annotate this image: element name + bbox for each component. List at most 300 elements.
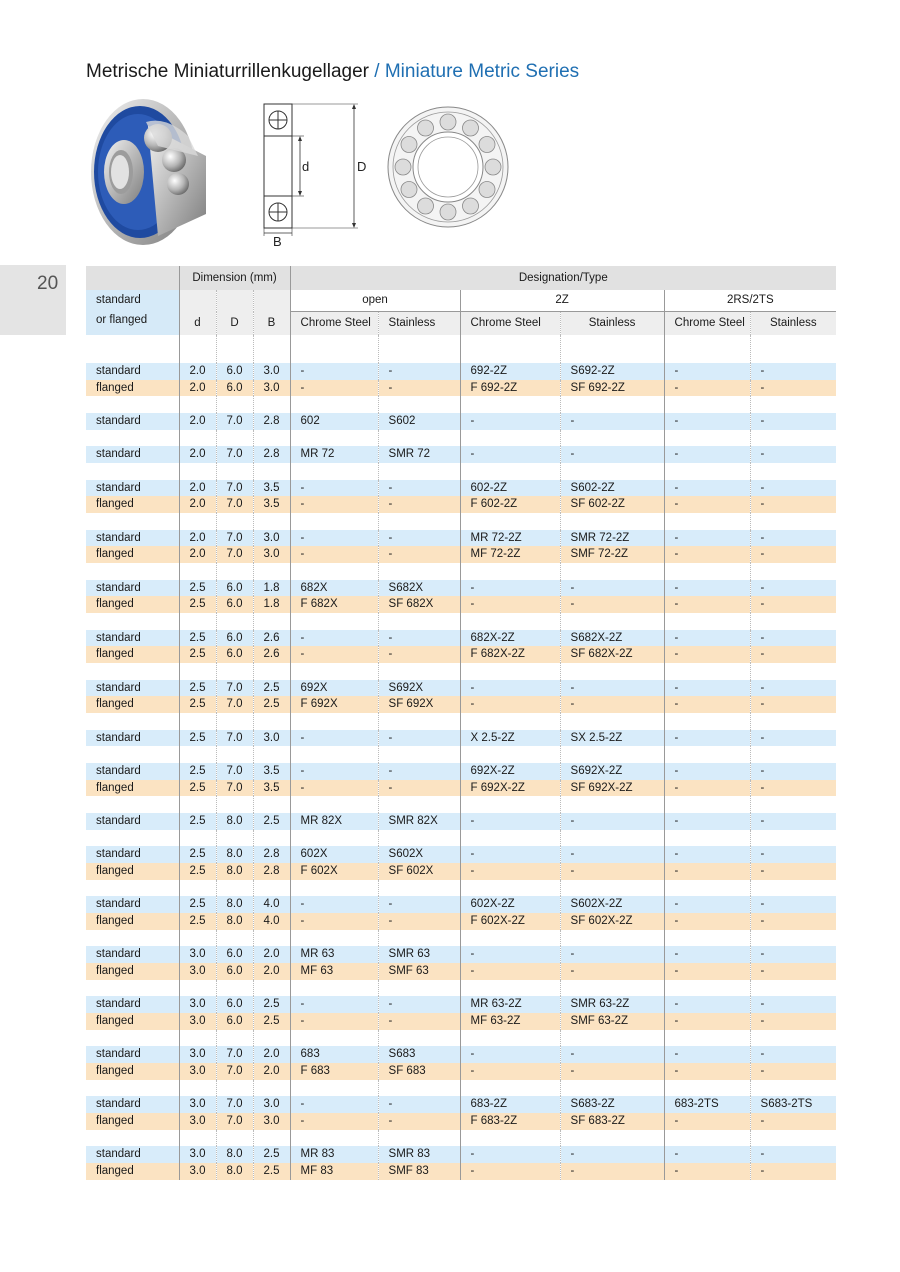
table-cell: SMR 63 <box>378 946 460 963</box>
table-cell: - <box>750 946 836 963</box>
table-cell: MR 72-2Z <box>460 530 560 547</box>
table-cell: - <box>560 696 664 713</box>
table-cell: - <box>290 896 378 913</box>
bearing-spec-table <box>86 266 836 1180</box>
table-cell: 2.0 <box>179 530 216 547</box>
table-cell: SF 683-2Z <box>560 1113 664 1130</box>
table-row <box>86 496 836 513</box>
table-cell: - <box>664 1046 750 1063</box>
table-cell: standard <box>86 630 179 647</box>
table-cell: 2.5 <box>179 896 216 913</box>
table-cell: SMF 72-2Z <box>560 546 664 563</box>
table-cell: - <box>560 446 664 463</box>
table-cell: - <box>460 680 560 697</box>
table-row <box>86 1096 836 1113</box>
header-type-line1: standard <box>86 290 179 312</box>
table-cell: 7.0 <box>216 446 253 463</box>
table-cell: MF 63-2Z <box>460 1013 560 1030</box>
table-row <box>86 1013 836 1030</box>
table-cell: SF 602X <box>378 863 460 880</box>
table-cell: - <box>664 1163 750 1180</box>
table-cell: MR 82X <box>290 813 378 830</box>
table-cell: SMR 63-2Z <box>560 996 664 1013</box>
table-cell: - <box>750 813 836 830</box>
table-cell: - <box>460 1046 560 1063</box>
table-cell: 2.0 <box>253 946 290 963</box>
table-cell: 692X <box>290 680 378 697</box>
table-cell: standard <box>86 413 179 430</box>
table-row <box>86 896 836 913</box>
table-cell: S602X <box>378 846 460 863</box>
table-cell: - <box>460 596 560 613</box>
table-cell: - <box>560 413 664 430</box>
table-cell: - <box>664 763 750 780</box>
table-cell: 3.0 <box>179 1113 216 1130</box>
title-german: Metrische Miniaturrillenkugellager <box>86 61 370 82</box>
table-cell: F 682X-2Z <box>460 646 560 663</box>
table-cell: MF 72-2Z <box>460 546 560 563</box>
table-cell: 6.0 <box>216 1013 253 1030</box>
table-cell: - <box>664 780 750 797</box>
table-cell: standard <box>86 1046 179 1063</box>
table-cell: SF 682X <box>378 596 460 613</box>
table-cell: F 683 <box>290 1063 378 1080</box>
table-cell: 3.0 <box>179 996 216 1013</box>
table-cell: S602-2Z <box>560 480 664 497</box>
table-cell: MR 72 <box>290 446 378 463</box>
table-cell: 2.8 <box>253 863 290 880</box>
table-cell: - <box>378 646 460 663</box>
table-cell: - <box>378 996 460 1013</box>
spacer-row <box>86 796 836 813</box>
table-cell: S682X-2Z <box>560 630 664 647</box>
table-cell: SF 683 <box>378 1063 460 1080</box>
table-cell: 2.5 <box>253 1146 290 1163</box>
table-cell: F 602X-2Z <box>460 913 560 930</box>
table-cell: 2.0 <box>179 446 216 463</box>
table-cell: - <box>560 813 664 830</box>
table-cell: MF 63 <box>290 963 378 980</box>
table-cell: 3.0 <box>253 546 290 563</box>
table-cell: - <box>664 580 750 597</box>
table-cell: - <box>664 863 750 880</box>
table-cell: - <box>664 446 750 463</box>
table-cell: 8.0 <box>216 863 253 880</box>
table-cell: 692-2Z <box>460 363 560 380</box>
table-cell: - <box>290 530 378 547</box>
table-cell: 6.0 <box>216 996 253 1013</box>
table-cell: 7.0 <box>216 1063 253 1080</box>
table-cell: - <box>560 1163 664 1180</box>
table-cell: - <box>664 596 750 613</box>
header-row-1 <box>86 266 836 290</box>
table-cell: - <box>750 1046 836 1063</box>
table-cell: 2.0 <box>179 363 216 380</box>
table-cell: - <box>560 580 664 597</box>
table-cell: 602 <box>290 413 378 430</box>
table-cell: - <box>378 913 460 930</box>
table-cell: 1.8 <box>253 580 290 597</box>
table-cell: SMF 63 <box>378 963 460 980</box>
table-cell: 3.0 <box>179 1046 216 1063</box>
table-cell: 2.0 <box>179 546 216 563</box>
table-row <box>86 1146 836 1163</box>
diagram-label-D: D <box>357 159 367 174</box>
table-cell: 7.0 <box>216 763 253 780</box>
table-cell: 2.0 <box>253 1063 290 1080</box>
table-cell: - <box>750 680 836 697</box>
table-cell: S692X <box>378 680 460 697</box>
table-cell: - <box>664 946 750 963</box>
table-cell: 683-2TS <box>664 1096 750 1113</box>
bearing-photo-icon <box>88 96 210 248</box>
header-B: B <box>253 312 290 336</box>
table-cell: - <box>664 696 750 713</box>
table-cell: 3.0 <box>179 1146 216 1163</box>
table-cell: 7.0 <box>216 730 253 747</box>
table-cell: - <box>750 596 836 613</box>
table-cell: - <box>750 913 836 930</box>
table-cell: standard <box>86 996 179 1013</box>
table-cell: - <box>290 1013 378 1030</box>
table-cell: 8.0 <box>216 896 253 913</box>
table-row <box>86 1113 836 1130</box>
table-cell: 6.0 <box>216 380 253 397</box>
table-cell: 3.0 <box>179 1096 216 1113</box>
table-row <box>86 1063 836 1080</box>
table-cell: 6.0 <box>216 963 253 980</box>
table-cell: - <box>664 896 750 913</box>
table-cell: - <box>664 546 750 563</box>
table-cell: 2.6 <box>253 630 290 647</box>
table-cell: standard <box>86 846 179 863</box>
table-cell: 7.0 <box>216 546 253 563</box>
table-cell: 7.0 <box>216 496 253 513</box>
table-cell: - <box>750 863 836 880</box>
table-cell: 2.5 <box>253 1163 290 1180</box>
table-cell: 2.8 <box>253 846 290 863</box>
table-cell: 7.0 <box>216 696 253 713</box>
table-cell: - <box>460 1146 560 1163</box>
table-cell: 3.0 <box>179 1013 216 1030</box>
table-cell: flanged <box>86 1163 179 1180</box>
table-row <box>86 813 836 830</box>
cage-ring-icon <box>384 103 512 231</box>
table-cell: standard <box>86 680 179 697</box>
table-cell: 2.5 <box>179 646 216 663</box>
table-cell: - <box>290 496 378 513</box>
header-open: open <box>290 290 460 312</box>
table-cell: F 692-2Z <box>460 380 560 397</box>
table-cell: - <box>378 730 460 747</box>
table-cell: - <box>378 380 460 397</box>
spacer-row <box>86 613 836 630</box>
table-row <box>86 646 836 663</box>
table-cell: S683-2Z <box>560 1096 664 1113</box>
spacer-row <box>86 930 836 947</box>
table-cell: standard <box>86 1146 179 1163</box>
header-2z: 2Z <box>460 290 664 312</box>
table-cell: - <box>560 963 664 980</box>
table-cell: - <box>664 996 750 1013</box>
table-cell: SF 602X-2Z <box>560 913 664 930</box>
table-cell: - <box>664 963 750 980</box>
table-cell: - <box>750 446 836 463</box>
table-row <box>86 363 836 380</box>
table-cell: - <box>560 846 664 863</box>
table-cell: standard <box>86 580 179 597</box>
table-cell: - <box>664 363 750 380</box>
table-row <box>86 413 836 430</box>
table-cell: - <box>290 646 378 663</box>
table-cell: S683-2TS <box>750 1096 836 1113</box>
spacer-row <box>86 396 836 413</box>
spacer-row <box>86 880 836 897</box>
table-cell: SMR 72 <box>378 446 460 463</box>
spacer-row <box>86 335 836 363</box>
table-cell: flanged <box>86 546 179 563</box>
table-cell: S692-2Z <box>560 363 664 380</box>
table-cell: 682X-2Z <box>460 630 560 647</box>
table-cell: 7.0 <box>216 780 253 797</box>
table-cell: flanged <box>86 1113 179 1130</box>
header-2rs: 2RS/2TS <box>664 290 836 312</box>
table-cell: - <box>664 1063 750 1080</box>
table-cell: - <box>460 963 560 980</box>
table-cell: flanged <box>86 780 179 797</box>
table-cell: - <box>378 1113 460 1130</box>
table-cell: 2.5 <box>179 596 216 613</box>
table-cell: 602X <box>290 846 378 863</box>
header-dimension: Dimension (mm) <box>179 266 290 290</box>
table-cell: - <box>290 363 378 380</box>
table-cell: 7.0 <box>216 1096 253 1113</box>
table-row <box>86 546 836 563</box>
spacer-row <box>86 746 836 763</box>
page-title <box>86 61 579 83</box>
table-cell: - <box>378 780 460 797</box>
table-cell: 6.0 <box>216 646 253 663</box>
table-cell: 3.0 <box>253 1113 290 1130</box>
table-cell: SF 692X <box>378 696 460 713</box>
table-cell: 2.5 <box>179 863 216 880</box>
table-cell: - <box>750 996 836 1013</box>
table-cell: 2.5 <box>179 680 216 697</box>
header-row-3 <box>86 312 836 336</box>
table-row <box>86 596 836 613</box>
table-cell: 4.0 <box>253 896 290 913</box>
table-cell: - <box>560 863 664 880</box>
table-cell: - <box>750 646 836 663</box>
table-cell: - <box>460 946 560 963</box>
spacer-row <box>86 1130 836 1147</box>
table-cell: - <box>750 730 836 747</box>
table-cell: 7.0 <box>216 1113 253 1130</box>
table-cell: 3.0 <box>253 380 290 397</box>
table-cell: standard <box>86 446 179 463</box>
table-cell: - <box>560 1046 664 1063</box>
table-cell: 2.5 <box>253 1013 290 1030</box>
table-cell: 2.0 <box>253 963 290 980</box>
table-cell: SX 2.5-2Z <box>560 730 664 747</box>
table-cell: - <box>664 813 750 830</box>
table-cell: 2.0 <box>179 496 216 513</box>
table-cell: flanged <box>86 596 179 613</box>
table-cell: 3.0 <box>179 1163 216 1180</box>
table-cell: 2.5 <box>253 996 290 1013</box>
table-cell: - <box>750 696 836 713</box>
table-cell: - <box>378 896 460 913</box>
table-cell: 2.5 <box>179 813 216 830</box>
table-cell: - <box>664 496 750 513</box>
table-cell: standard <box>86 763 179 780</box>
spacer-row <box>86 1080 836 1097</box>
table-cell: 602X-2Z <box>460 896 560 913</box>
table-cell: 7.0 <box>216 413 253 430</box>
table-cell: 2.6 <box>253 646 290 663</box>
table-cell: 2.8 <box>253 413 290 430</box>
spacer-row <box>86 463 836 480</box>
table-cell: - <box>664 380 750 397</box>
dimension-diagram <box>258 100 370 250</box>
spacer-row <box>86 663 836 680</box>
table-cell: - <box>290 780 378 797</box>
table-cell: standard <box>86 813 179 830</box>
table-row <box>86 730 836 747</box>
table-cell: SF 692X-2Z <box>560 780 664 797</box>
spacer-row <box>86 1030 836 1047</box>
table-cell: standard <box>86 530 179 547</box>
table-row <box>86 913 836 930</box>
table-cell: SF 692-2Z <box>560 380 664 397</box>
table-cell: 8.0 <box>216 813 253 830</box>
table-cell: - <box>750 1163 836 1180</box>
table-cell: 2.5 <box>179 696 216 713</box>
table-row <box>86 580 836 597</box>
table-cell: 3.0 <box>179 1063 216 1080</box>
header-2rs-stainless: Stainless <box>750 312 836 336</box>
table-cell: SMR 82X <box>378 813 460 830</box>
table-cell: 8.0 <box>216 1146 253 1163</box>
table-cell: 7.0 <box>216 680 253 697</box>
table-cell: - <box>664 413 750 430</box>
table-cell: SF 602-2Z <box>560 496 664 513</box>
table-cell: - <box>460 813 560 830</box>
table-cell: flanged <box>86 646 179 663</box>
table-cell: standard <box>86 363 179 380</box>
table-body <box>86 335 836 1180</box>
table-cell: - <box>750 496 836 513</box>
table-cell: MF 83 <box>290 1163 378 1180</box>
table-cell: flanged <box>86 1063 179 1080</box>
table-cell: flanged <box>86 863 179 880</box>
table-cell: - <box>750 546 836 563</box>
table-cell: 3.0 <box>253 1096 290 1113</box>
table-cell: - <box>460 846 560 863</box>
table-cell: - <box>750 846 836 863</box>
table-cell: 2.5 <box>179 780 216 797</box>
table-cell: 1.8 <box>253 596 290 613</box>
table-cell: 6.0 <box>216 946 253 963</box>
table-cell: 6.0 <box>216 363 253 380</box>
table-row <box>86 996 836 1013</box>
table-cell: - <box>750 1063 836 1080</box>
table-cell: - <box>560 946 664 963</box>
table-cell: 3.0 <box>253 363 290 380</box>
spacer-row <box>86 430 836 447</box>
table-cell: 4.0 <box>253 913 290 930</box>
table-row <box>86 380 836 397</box>
header-2rs-chrome: Chrome Steel <box>664 312 750 336</box>
table-cell: - <box>378 496 460 513</box>
table-cell: - <box>290 546 378 563</box>
table-cell: F 602-2Z <box>460 496 560 513</box>
header-corner <box>86 266 179 290</box>
table-cell: 2.0 <box>253 1046 290 1063</box>
header-row-2 <box>86 290 836 312</box>
spacer-row <box>86 830 836 847</box>
table-cell: - <box>750 363 836 380</box>
table-cell: 683-2Z <box>460 1096 560 1113</box>
table-cell: 3.5 <box>253 763 290 780</box>
table-cell: 2.5 <box>179 730 216 747</box>
table-cell: - <box>750 1013 836 1030</box>
table-cell: standard <box>86 730 179 747</box>
table-cell: - <box>290 913 378 930</box>
table-cell: - <box>750 630 836 647</box>
table-cell: - <box>750 963 836 980</box>
table-cell: - <box>290 380 378 397</box>
table-cell: S682X <box>378 580 460 597</box>
table-cell: standard <box>86 1096 179 1113</box>
table-cell: 2.5 <box>179 580 216 597</box>
diagram-label-B: B <box>273 234 282 249</box>
table-cell: MR 63 <box>290 946 378 963</box>
table-cell: 602-2Z <box>460 480 560 497</box>
table-cell: - <box>560 680 664 697</box>
table-cell: 6.0 <box>216 596 253 613</box>
spacer-row <box>86 713 836 730</box>
table-cell: - <box>750 530 836 547</box>
header-D: D <box>216 312 253 336</box>
table-cell: 3.0 <box>179 963 216 980</box>
table-cell: 2.5 <box>253 696 290 713</box>
table-row <box>86 480 836 497</box>
table-cell: - <box>664 1113 750 1130</box>
table-cell: - <box>378 363 460 380</box>
table-cell: 7.0 <box>216 480 253 497</box>
table-row <box>86 630 836 647</box>
table-cell: - <box>664 530 750 547</box>
table-cell: - <box>664 680 750 697</box>
table-cell: - <box>460 580 560 597</box>
table-cell: - <box>378 1013 460 1030</box>
table-cell: SMF 83 <box>378 1163 460 1180</box>
diagram-label-d: d <box>302 159 310 174</box>
title-english: Miniature Metric Series <box>384 61 580 82</box>
spacer-row <box>86 563 836 580</box>
table-cell: - <box>750 480 836 497</box>
table-cell: F 683-2Z <box>460 1113 560 1130</box>
table-cell: 2.5 <box>253 680 290 697</box>
table-cell: 3.5 <box>253 480 290 497</box>
table-cell: - <box>378 530 460 547</box>
table-cell: flanged <box>86 496 179 513</box>
table-cell: 3.0 <box>253 530 290 547</box>
header-open-stainless: Stainless <box>378 312 460 336</box>
table-cell: - <box>664 1013 750 1030</box>
table-row <box>86 963 836 980</box>
